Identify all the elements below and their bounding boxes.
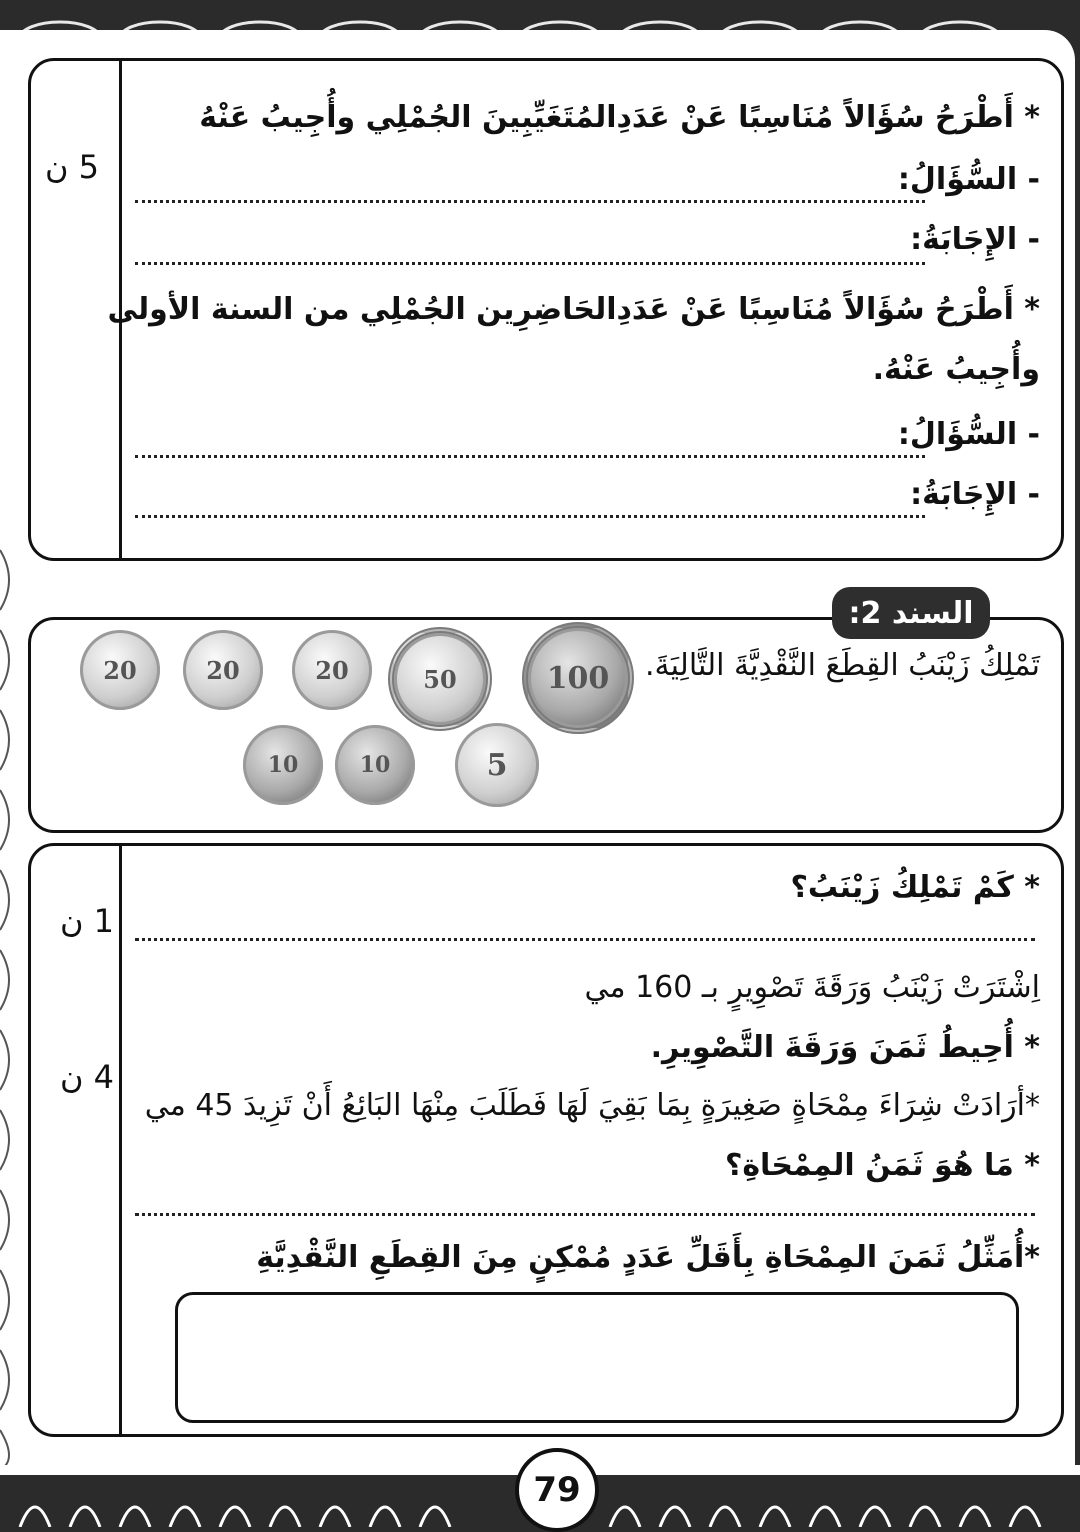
answer-line[interactable] [135,1213,1035,1216]
question-prompt: * كَمْ تَمْلِكُ زَيْنَبُ؟ [790,870,1040,905]
question-prompt: * أَطْرَحُ سُؤَالاً مُنَاسِبًا عَنْ عَدَدِالمُتَغَيِّبِينَ الجُمْلِي وأُجِيبُ عَنْهُ [199,100,1040,135]
question-prompt: * أَطْرَحُ سُؤَالاً مُنَاسِبًا عَنْ عَدَدِالحَاضِرِين الجُمْلِي من السنة الأولى [107,292,1040,327]
answer-line[interactable] [135,262,925,265]
score-label: 5 ن [45,148,100,186]
statement-text: تَمْلِكُ زَيْنَبُ القِطَعَ النَّقْدِيَّةَ التَّالِيَةَ. [645,648,1040,683]
answer-line[interactable] [135,200,925,203]
section-title: السند 2: [832,587,990,639]
decorative-border-left [0,30,18,1470]
answer-area[interactable] [175,1292,1019,1423]
coin-100: 100 [522,622,634,734]
score-column-divider [119,846,122,1434]
score-label: 4 ن [60,1058,115,1096]
score-label: 1 ن [60,902,115,940]
coin-5: 5 [455,723,539,807]
question-prompt: * أُحِيطُ ثَمَنَ وَرَقَةَ التَّصْوِيرِ. [650,1030,1040,1065]
coin-20: 20 [80,630,160,710]
answer-label: - الإِجَابَةُ: [910,222,1040,257]
coin-20: 20 [183,630,263,710]
question-prompt: * مَا هُوَ ثَمَنُ المِمْحَاةِ؟ [724,1148,1040,1183]
statement-text: اِشْتَرَتْ زَيْنَبُ وَرَقَةَ تَصْوِيرٍ بـ 160 مي [584,970,1040,1005]
question-prompt-continued: وأُجِيبُ عَنْهُ. [872,352,1040,387]
question-label: - السُّؤَالُ: [897,417,1040,452]
question-label: - السُّؤَالُ: [897,162,1040,197]
answer-line[interactable] [135,455,925,458]
statement-text: *أرَادَتْ شِرَاءَ مِمْحَاةٍ صَغِيرَةٍ بِمَا بَقِيَ لَهَا فَطَلَبَ مِنْهَا البَائِعُ أَنْ تَزِيدَ 45 مي [144,1088,1040,1123]
coin-10: 10 [335,725,415,805]
question-prompt: *أُمَثِّلُ ثَمَنَ المِمْحَاةِ بِأَقَلِّ عَدَدٍ مُمْكِنٍ مِنَ القِطَعِ النَّقْدِيَّةِ [256,1240,1040,1275]
coin-20: 20 [292,630,372,710]
answer-line[interactable] [135,515,925,518]
coin-50: 50 [388,627,492,731]
answer-line[interactable] [135,938,1035,941]
answer-label: - الإِجَابَةُ: [910,477,1040,512]
coin-10: 10 [243,725,323,805]
page-number: 79 [515,1448,599,1532]
